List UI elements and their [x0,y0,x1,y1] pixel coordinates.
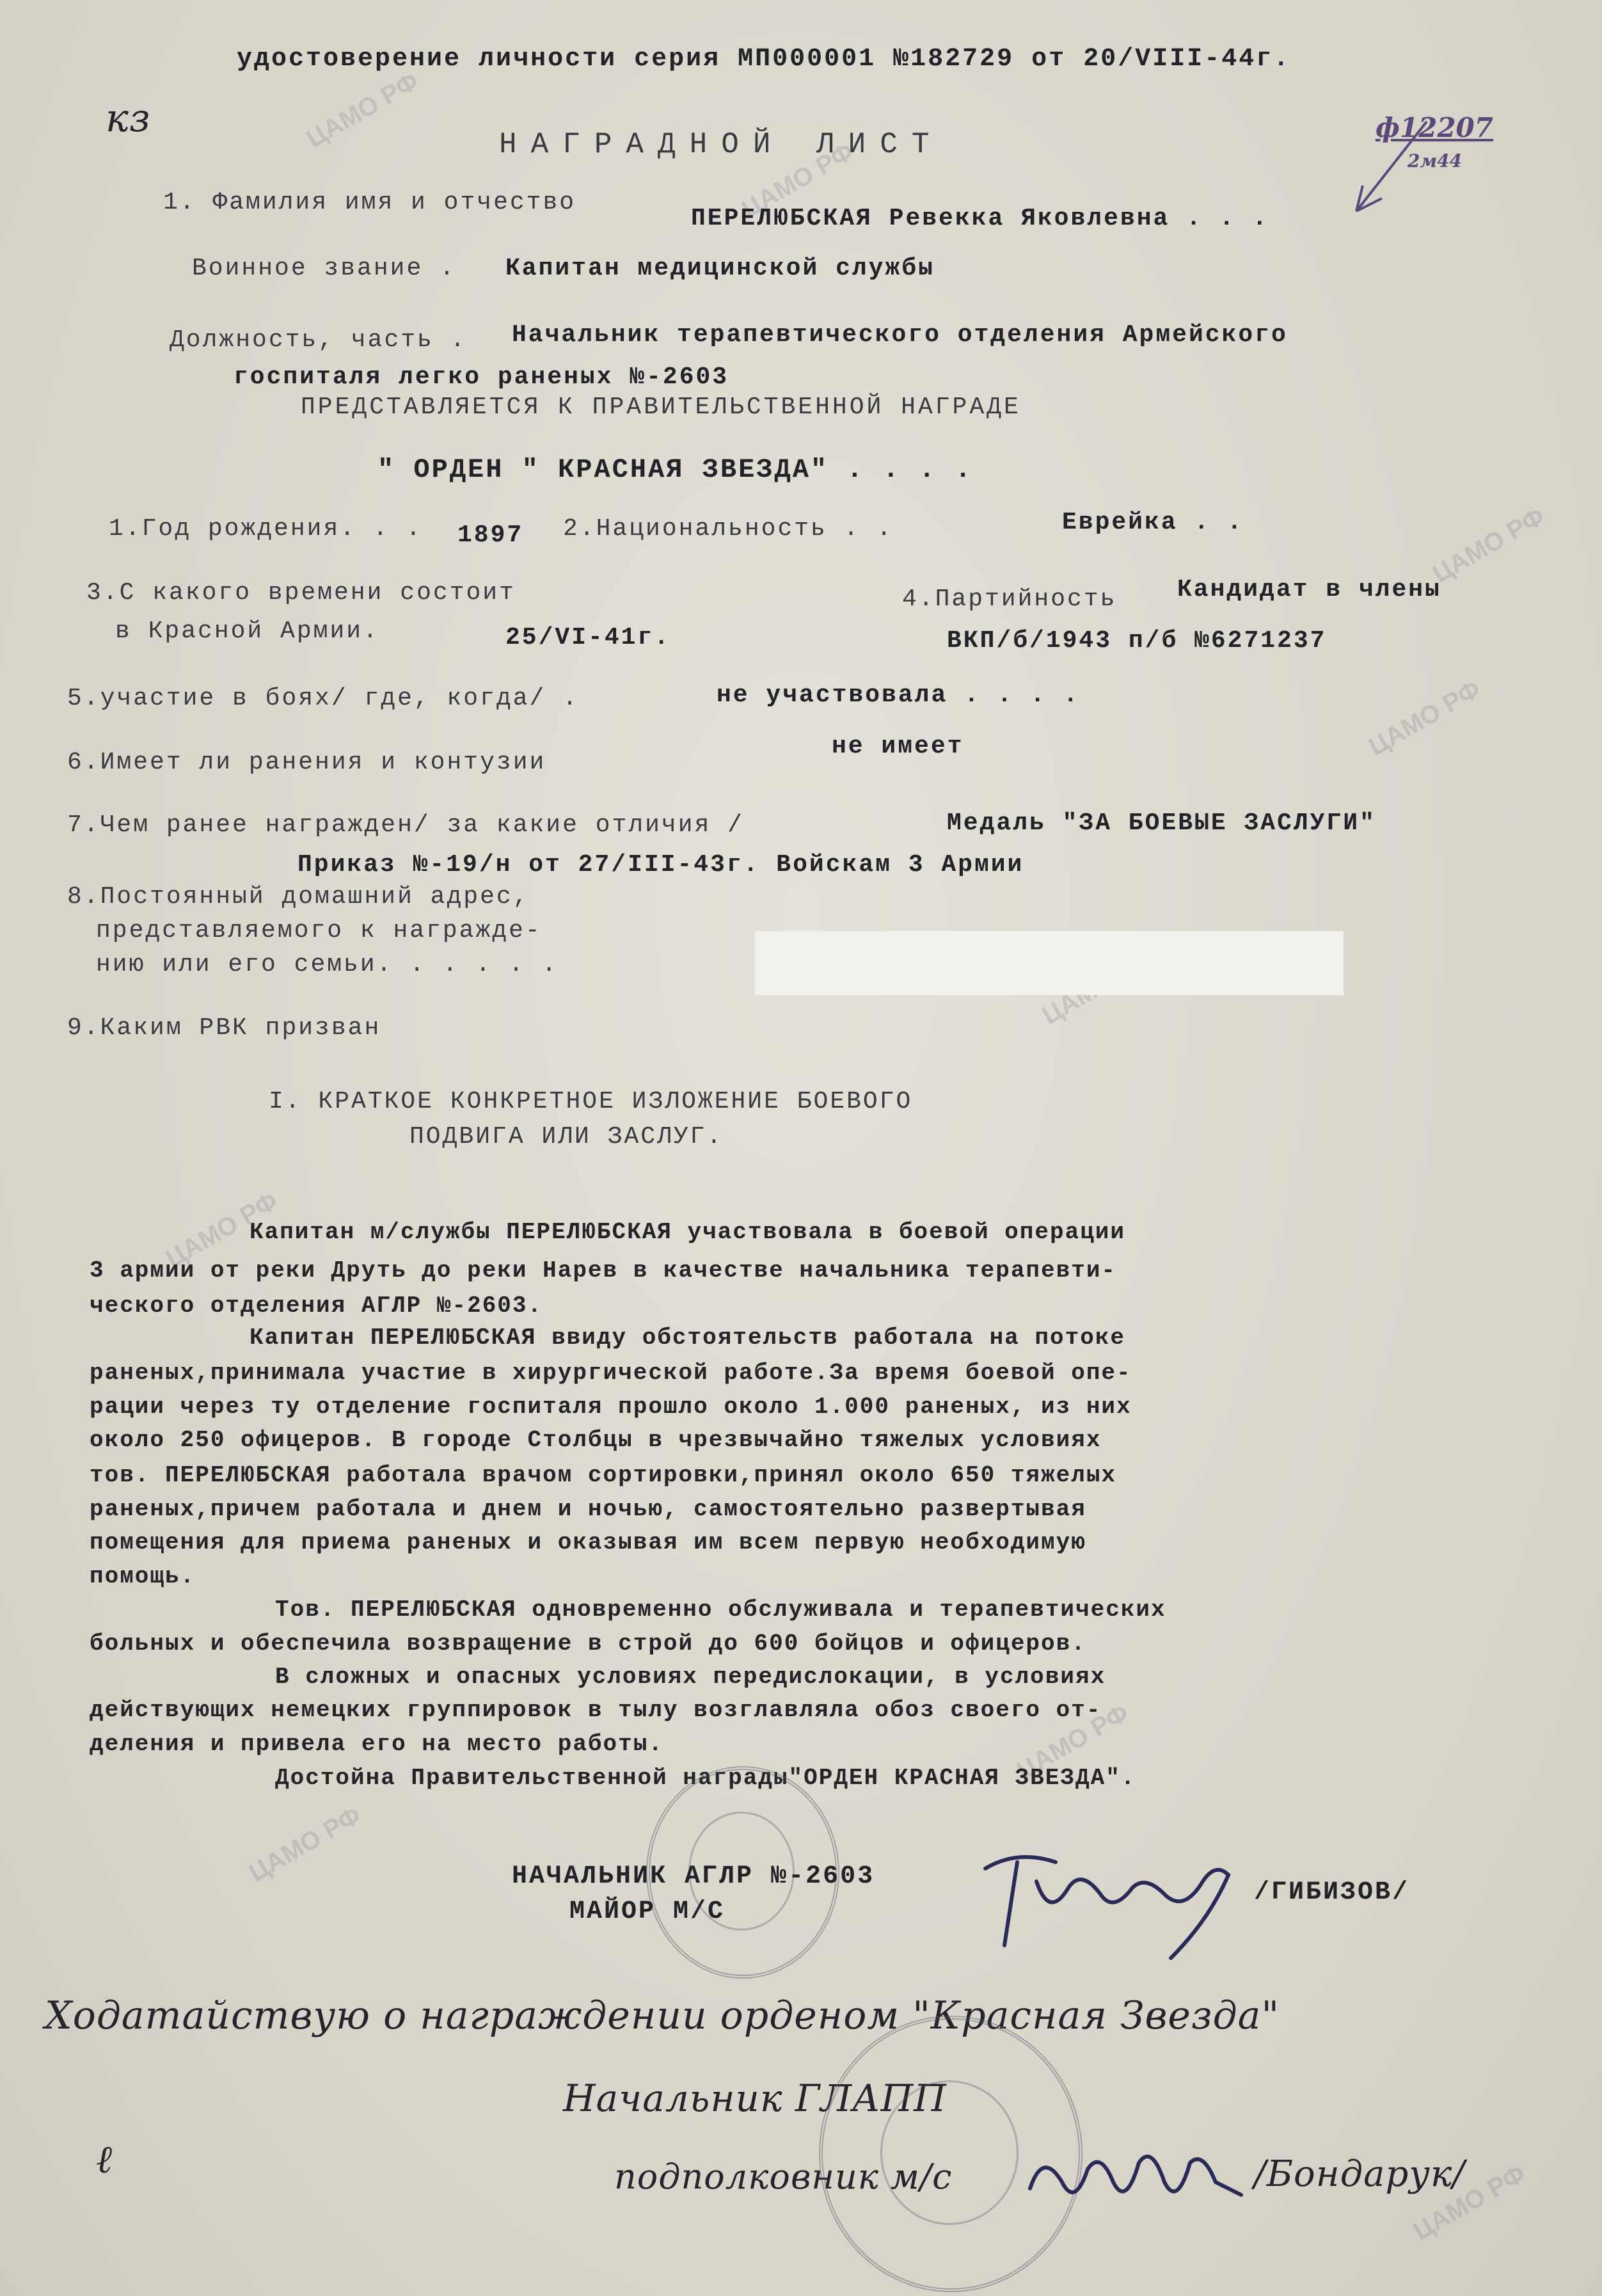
body-line: тов. ПЕРЕЛЮБСКАЯ работала врачом сортировки,принял около 650 тяжелых [90,1462,1117,1488]
watermark: ЦАМО РФ [301,67,424,154]
reference-number: ф12207 [1376,112,1493,143]
field-name-label: 1. Фамилия имя и отчество [163,189,576,216]
field-birth-value: 1897 [457,522,524,549]
watermark: ЦАМО РФ [1427,502,1550,589]
field-previous-awards-label: 7.Чем ранее награжден/ за какие отличия / [67,811,744,839]
field-previous-awards-order: Приказ №-19/н от 27/III-43г. Войскам 3 Армии [297,851,1024,879]
field-party-value: Кандидат в члены [1177,576,1441,603]
field-address-label3: нию или его семьи. . . . . . [96,951,559,978]
body-line: раненых,принимала участие в хирургической работе.За время боевой опе- [90,1360,1132,1386]
field-previous-awards-value: Медаль "ЗА БОЕВЫЕ ЗАСЛУГИ" [947,809,1376,837]
signer-name: /ГИБИЗОВ/ [1254,1878,1410,1907]
page-title: НАГРАДНОЙ ЛИСТ [499,128,944,161]
field-rank-value: Капитан медицинской службы [505,255,935,282]
field-party-value2: ВКП/б/1943 п/б №6271237 [947,627,1327,655]
body-line: ческого отделения АГЛР №-2603. [90,1293,543,1319]
body-line: Тов. ПЕРЕЛЮБСКАЯ одновременно обслуживала и терапевтических [275,1597,1166,1623]
field-battles-value: не участвовала . . . . [717,682,1080,709]
body-line: около 250 офицеров. В городе Столбцы в чрезвычайно тяжелых условиях [90,1427,1102,1453]
reference-sub: 2м44 [1408,150,1463,171]
body-line: деления и привела его на место работы. [90,1731,663,1757]
field-wounds-value: не имеет [832,733,964,760]
handwritten-rank: подполковник м/с [614,2156,953,2197]
body-line: Достойна Правительственной награды"ОРДЕН КРАСНАЯ ЗВЕЗДА". [275,1765,1136,1791]
signature-icon [979,1843,1248,1971]
section-title: I. КРАТКОЕ КОНКРЕТНОЕ ИЗЛОЖЕНИЕ БОЕВОГО [269,1088,913,1115]
body-line: больных и обеспечила возвращение в строй до 600 бойцов и офицеров. [90,1630,1086,1657]
field-party-label: 4.Партийность [902,586,1117,613]
field-name-value: ПЕРЕЛЮБСКАЯ Ревекка Яковлевна . . . [691,205,1269,232]
body-line: Капитан ПЕРЕЛЮБСКАЯ ввиду обстоятельств работала на потоке [250,1325,1126,1351]
watermark: ЦАМО РФ [736,137,859,224]
field-position-value: Начальник терапевтического отделения Армейского [512,321,1288,349]
watermark: ЦАМО РФ [161,1186,283,1273]
award-intro: ПРЕДСТАВЛЯЕТСЯ К ПРАВИТЕЛЬСТВЕННОЙ НАГРАДЕ [301,394,1021,421]
field-service-label: 3.С какого времени состоит [86,579,516,607]
signature-icon [1024,2137,1254,2233]
corner-mark: кз [106,96,151,141]
field-position-value2: госпиталя легко раненых №-2603 [234,363,729,391]
body-line: рации через ту отделение госпиталя прошло около 1.000 раненых, из них [90,1394,1132,1420]
body-line: Капитан м/службы ПЕРЕЛЮБСКАЯ участвовала в боевой операции [250,1219,1126,1245]
body-line: помощь. [90,1563,196,1590]
reference-arrow-icon [1344,115,1433,224]
handwritten-petition: Ходатайствую о награждении орденом "Красная Звезда" [45,1993,1280,2038]
id-line: удостоверение личности серия МП000001 №182729 от 20/VIII-44г. [237,45,1291,74]
field-wounds-label: 6.Имеет ли ранения и контузии [67,749,546,776]
watermark: ЦАМО РФ [1011,1698,1134,1785]
field-draft-office-label: 9.Каким РВК призван [67,1014,381,1042]
field-rank-label: Воинное звание . [192,255,456,282]
watermark: ЦАМО РФ [1408,2159,1530,2246]
watermark: ЦАМО РФ [244,1801,366,1888]
field-nationality-label: 2.Национальность . . [563,515,894,543]
handwritten-mark: ℓ [96,2137,113,2182]
body-line: раненых,причем работала и днем и ночью, самостоятельно развертывая [90,1496,1086,1522]
handwritten-chief: Начальник ГЛАПП [563,2077,947,2120]
body-line: действующих немецких группировок в тылу возглавляла обоз своего от- [90,1697,1102,1723]
section-title2: ПОДВИГА ИЛИ ЗАСЛУГ. [409,1123,724,1151]
handwritten-name: /Бондарук/ [1254,2153,1466,2195]
field-address-label: 8.Постоянный домашний адрес, [67,883,530,911]
field-service-value: 25/VI-41г. [505,624,671,651]
field-position-label: Должность, часть . [170,326,467,354]
body-line: В сложных и опасных условиях передислокации, в условиях [275,1664,1106,1690]
award-name: " ОРДЕН " КРАСНАЯ ЗВЕЗДА" . . . . [377,454,973,485]
watermark: ЦАМО РФ [1363,674,1486,761]
field-birth-label: 1.Год рождения. . . [109,515,423,543]
signer-title: НАЧАЛЬНИК АГЛР №-2603 [512,1862,875,1891]
field-address-label2: представляемого к награжде- [96,917,542,945]
field-service-label2: в Красной Армии. [115,618,379,645]
signer-rank: МАЙОР М/С [569,1897,726,1926]
body-line: 3 армии от реки Друть до реки Нарев в качестве начальника терапевти- [90,1257,1117,1284]
redacted-area [755,931,1344,995]
field-nationality-value: Еврейка . . [1062,509,1244,536]
field-battles-label: 5.участие в боях/ где, когда/ . [67,685,579,712]
body-line: помещения для приема раненых и оказывая им всем первую необходимую [90,1529,1086,1556]
